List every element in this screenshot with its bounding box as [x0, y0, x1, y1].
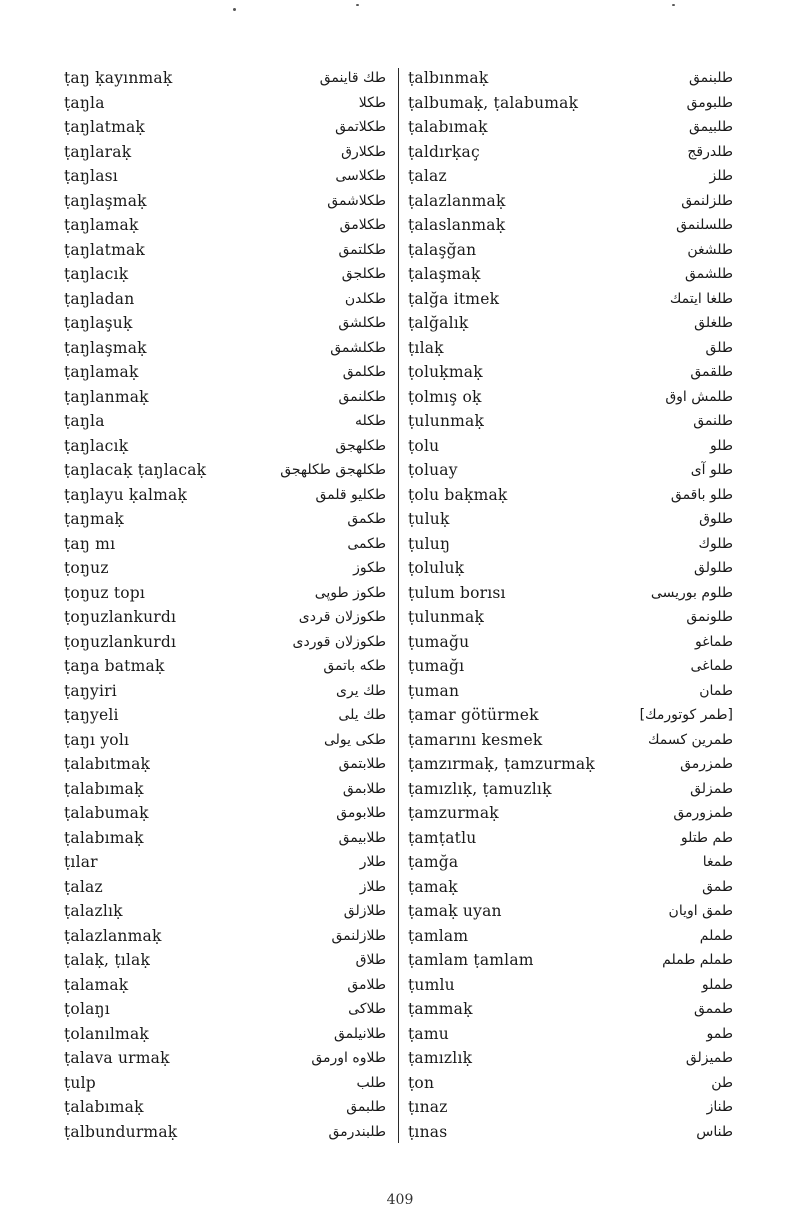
- entry-transliteration: ṭamu: [408, 1024, 449, 1043]
- entry-transliteration: ṭalbınmaḳ: [408, 69, 489, 87]
- entry-transliteration: ṭoluluḳ: [408, 559, 465, 577]
- entry-transliteration: ṭamar götürmek: [408, 706, 539, 724]
- dictionary-entry: [408, 189, 733, 214]
- dictionary-entry: [408, 654, 733, 679]
- entry-transliteration: ṭalazlanmaḳ: [64, 926, 162, 945]
- left-column: [64, 66, 394, 1144]
- dictionary-entry: [64, 1120, 394, 1145]
- entry-arabic-script: طلامق: [347, 976, 386, 993]
- entry-arabic-script: طماغو: [694, 633, 733, 650]
- dictionary-entry: [408, 262, 733, 287]
- entry-arabic-script: [طمر كوتورمك]: [639, 707, 733, 723]
- entry-arabic-script: طكمق: [347, 511, 386, 527]
- entry-arabic-script: طلسلنمق: [676, 217, 733, 233]
- entry-transliteration: ṭaŋla: [64, 412, 105, 430]
- entry-transliteration: ṭaŋmaḳ: [64, 510, 124, 528]
- entry-transliteration: ṭalabıtmaḳ: [64, 755, 151, 773]
- entry-arabic-script: طكلتمق: [338, 241, 386, 258]
- entry-transliteration: ṭamzırmaḳ, ṭamzurmaḳ: [408, 755, 595, 773]
- dictionary-entry: [64, 973, 394, 998]
- entry-arabic-script: طمرين كسمك: [647, 731, 733, 748]
- entry-transliteration: ṭamızlıḳ: [408, 1049, 473, 1067]
- entry-arabic-script: طكلهجق: [335, 437, 386, 454]
- entry-transliteration: ṭalamaḳ: [64, 975, 129, 994]
- entry-arabic-script: طلبيمق: [689, 119, 733, 135]
- entry-arabic-script: طن: [711, 1074, 733, 1091]
- entry-transliteration: ṭaŋla: [64, 93, 105, 112]
- dictionary-entry: [64, 262, 394, 287]
- entry-transliteration: ṭammaḳ: [408, 1000, 473, 1018]
- dictionary-entry: [408, 115, 733, 140]
- entry-arabic-script: طلو باقمق: [670, 486, 733, 503]
- dictionary-entry: [408, 826, 733, 851]
- dictionary-entry: [64, 189, 394, 214]
- dictionary-entry: [408, 91, 733, 116]
- entry-arabic-script: طكلجق: [341, 266, 386, 282]
- dictionary-entry: [64, 728, 394, 753]
- entry-transliteration: ṭumağı: [408, 657, 465, 675]
- dictionary-entry: [64, 1071, 394, 1096]
- dictionary-entry: [408, 777, 733, 802]
- entry-transliteration: ṭaŋlacıḳ: [64, 265, 129, 283]
- entry-arabic-script: طمزورمق: [673, 805, 733, 821]
- entry-transliteration: ṭaŋlacıḳ: [64, 436, 129, 455]
- entry-arabic-script: طكوزلان قردى: [298, 609, 386, 625]
- entry-arabic-script: طكوزلان قوردى: [292, 633, 386, 650]
- dictionary-entry: [64, 91, 394, 116]
- entry-transliteration: ṭoŋuzlankurdı: [64, 608, 177, 626]
- dictionary-entry: [64, 752, 394, 777]
- entry-arabic-script: طلمش اوق: [665, 388, 733, 405]
- entry-arabic-script: طكلمق: [342, 364, 386, 380]
- entry-transliteration: ṭamzurmaḳ: [408, 804, 499, 822]
- entry-transliteration: ṭaŋlamaḳ: [64, 216, 139, 234]
- entry-arabic-script: طك يلى: [338, 707, 386, 723]
- dictionary-entry: [64, 630, 394, 655]
- entry-arabic-script: طممق: [693, 1001, 733, 1017]
- entry-transliteration: ṭamlam: [408, 926, 469, 945]
- entry-transliteration: ṭaŋyeli: [64, 706, 119, 724]
- column-divider: [398, 68, 399, 1143]
- entry-transliteration: ṭalaḳ, ṭılaḳ: [64, 951, 151, 969]
- dictionary-entry: [64, 581, 394, 606]
- entry-transliteration: ṭaŋlası: [64, 167, 118, 185]
- scan-speck: [233, 8, 236, 11]
- entry-transliteration: ṭolu: [408, 436, 440, 455]
- entry-transliteration: ṭalaşmaḳ: [408, 265, 481, 283]
- entry-arabic-script: طملو: [701, 976, 733, 993]
- dictionary-entry: [408, 1022, 733, 1047]
- entry-arabic-script: طلار: [359, 854, 386, 870]
- entry-transliteration: ṭon: [408, 1073, 435, 1092]
- entry-arabic-script: طلازلنمق: [331, 927, 386, 944]
- entry-transliteration: ṭınas: [408, 1122, 448, 1141]
- entry-transliteration: ṭalbumaḳ, ṭalabumaḳ: [408, 93, 579, 112]
- entry-transliteration: ṭaŋlamaḳ: [64, 363, 139, 381]
- entry-transliteration: ṭuman: [408, 681, 460, 700]
- entry-transliteration: ṭalabımaḳ: [64, 779, 144, 798]
- dictionary-entry: [64, 777, 394, 802]
- entry-arabic-script: طكلامق: [339, 217, 386, 233]
- dictionary-entry: [64, 801, 394, 826]
- entry-transliteration: ṭaŋlaşmaḳ: [64, 191, 147, 210]
- entry-arabic-script: طلبمق: [346, 1099, 386, 1115]
- entry-transliteration: ṭalğa itmek: [408, 289, 500, 308]
- dictionary-entry: [64, 287, 394, 312]
- dictionary-entry: [408, 1120, 733, 1145]
- entry-transliteration: ṭalabumaḳ: [64, 804, 149, 822]
- entry-transliteration: ṭaŋlacaḳ ṭaŋlacaḳ: [64, 461, 207, 479]
- entry-transliteration: ṭalğalıḳ: [408, 314, 469, 332]
- entry-arabic-script: طمق: [702, 878, 733, 895]
- entry-transliteration: ṭalabımaḳ: [408, 118, 488, 136]
- entry-transliteration: ṭamğa: [408, 853, 459, 871]
- entry-arabic-script: طكله: [354, 413, 386, 429]
- entry-transliteration: ṭaŋlanmaḳ: [64, 387, 149, 406]
- entry-arabic-script: طمق اويان: [668, 903, 733, 919]
- entry-arabic-script: طلوم بوريسى: [650, 584, 733, 601]
- entry-arabic-script: طلو: [709, 437, 733, 454]
- entry-transliteration: ṭalaz: [408, 167, 447, 185]
- dictionary-entry: [64, 1022, 394, 1047]
- dictionary-entry: [408, 1095, 733, 1120]
- dictionary-entry: [64, 1046, 394, 1071]
- entry-arabic-script: طلازلق: [343, 903, 386, 919]
- entry-transliteration: ṭaŋlaşuḳ: [64, 314, 133, 332]
- entry-arabic-script: طلقمق: [690, 364, 733, 380]
- entry-transliteration: ṭamlam ṭamlam: [408, 951, 534, 969]
- entry-arabic-script: طكلشمق: [330, 339, 386, 356]
- dictionary-entry: [408, 385, 733, 410]
- dictionary-entry: [408, 238, 733, 263]
- dictionary-entry: [408, 630, 733, 655]
- dictionary-entry: [64, 875, 394, 900]
- entry-arabic-script: طكلدن: [344, 290, 386, 307]
- page-number: 409: [386, 1192, 414, 1208]
- dictionary-entry: [64, 66, 394, 91]
- entry-transliteration: ṭalazlanmaḳ: [408, 191, 506, 210]
- entry-arabic-script: طلولق: [694, 560, 733, 576]
- dictionary-entry: [64, 679, 394, 704]
- entry-arabic-script: طلانيلمق: [333, 1025, 386, 1042]
- entry-transliteration: ṭulp: [64, 1073, 96, 1092]
- dictionary-entry: [64, 654, 394, 679]
- entry-arabic-script: طملم طملم: [662, 952, 733, 968]
- entry-arabic-script: طلاق: [355, 952, 386, 968]
- entry-arabic-script: طلبندرمق: [328, 1123, 386, 1140]
- dictionary-entry: [408, 409, 733, 434]
- entry-arabic-script: طكلهجق طكلهجق: [280, 462, 386, 478]
- entry-arabic-script: طلشغن: [687, 241, 733, 258]
- scan-speck: [672, 4, 675, 6]
- dictionary-entry: [408, 752, 733, 777]
- entry-transliteration: ṭaldırḳaç: [408, 142, 480, 161]
- dictionary-entry: [64, 385, 394, 410]
- dictionary-entry: [64, 213, 394, 238]
- entry-arabic-script: طلب: [356, 1074, 386, 1091]
- dictionary-entry: [64, 948, 394, 973]
- entry-arabic-script: طلاكى: [348, 1001, 386, 1017]
- dictionary-entry: [64, 556, 394, 581]
- entry-arabic-script: طلبومق: [686, 94, 733, 111]
- entry-arabic-script: طلوق: [699, 511, 733, 527]
- entry-transliteration: ṭalaslanmaḳ: [408, 216, 506, 234]
- entry-transliteration: ṭaŋ ḳayınmaḳ: [64, 69, 173, 87]
- dictionary-entry: [408, 336, 733, 361]
- entry-arabic-script: طلشمق: [684, 266, 733, 282]
- entry-transliteration: ṭumağu: [408, 632, 470, 651]
- entry-transliteration: ṭaŋlaraḳ: [64, 142, 132, 161]
- entry-transliteration: ṭaŋa batmaḳ: [64, 657, 165, 675]
- entry-arabic-script: طك يرى: [336, 682, 386, 699]
- dictionary-entry: [408, 1046, 733, 1071]
- entry-arabic-script: طميزلق: [685, 1050, 733, 1066]
- dictionary-entry: [64, 336, 394, 361]
- entry-transliteration: ṭaŋlayu ḳalmaḳ: [64, 485, 188, 504]
- dictionary-entry: [408, 556, 733, 581]
- dictionary-entry: [64, 997, 394, 1022]
- dictionary-entry: [64, 483, 394, 508]
- entry-transliteration: ṭaŋyiri: [64, 681, 117, 700]
- entry-transliteration: ṭoŋuzlankurdı: [64, 632, 177, 651]
- entry-arabic-script: طكلاشمق: [327, 192, 386, 209]
- dictionary-entry: [64, 703, 394, 728]
- dictionary-entry: [408, 140, 733, 165]
- dictionary-entry: [408, 801, 733, 826]
- entry-arabic-script: طكه باتمق: [323, 658, 386, 674]
- dictionary-entry: [64, 311, 394, 336]
- entry-arabic-script: طناز: [706, 1099, 733, 1115]
- dictionary-entry: [64, 899, 394, 924]
- entry-arabic-script: طمو: [706, 1025, 733, 1042]
- entry-arabic-script: طلونمق: [686, 609, 733, 625]
- entry-transliteration: ṭamaḳ: [408, 877, 458, 896]
- dictionary-entry: [64, 924, 394, 949]
- entry-arabic-script: طلابمق: [342, 780, 386, 797]
- dictionary-entry: [64, 605, 394, 630]
- dictionary-entry: [408, 679, 733, 704]
- entry-transliteration: ṭalazlıḳ: [64, 902, 123, 920]
- entry-arabic-script: طكوز: [353, 560, 386, 576]
- dictionary-entry: [64, 850, 394, 875]
- entry-transliteration: ṭalbundurmaḳ: [64, 1122, 178, 1141]
- dictionary-entry: [64, 532, 394, 557]
- entry-arabic-script: طكلارق: [341, 143, 386, 160]
- dictionary-entry: [408, 360, 733, 385]
- entry-arabic-script: طلاز: [359, 878, 386, 895]
- entry-transliteration: ṭamızlıḳ, ṭamuzlıḳ: [408, 779, 552, 798]
- dictionary-entry: [408, 66, 733, 91]
- dictionary-entry: [408, 164, 733, 189]
- entry-transliteration: ṭaŋlatmak: [64, 240, 146, 259]
- dictionary-entry: [408, 997, 733, 1022]
- dictionary-entry: [408, 973, 733, 998]
- entry-transliteration: ṭolmış oḳ: [408, 387, 482, 406]
- entry-transliteration: ṭulunmaḳ: [408, 608, 485, 626]
- entry-arabic-script: طناس: [696, 1123, 733, 1140]
- entry-transliteration: ṭalaz: [64, 877, 103, 896]
- entry-transliteration: ṭınaz: [408, 1098, 448, 1116]
- entry-transliteration: ṭoŋuz: [64, 559, 109, 577]
- dictionary-entry: [408, 434, 733, 459]
- dictionary-entry: [408, 899, 733, 924]
- entry-arabic-script: طملم: [699, 927, 733, 944]
- entry-arabic-script: طلاوه اورمق: [311, 1050, 386, 1066]
- entry-transliteration: ṭamaḳ uyan: [408, 902, 502, 920]
- dictionary-entry: [408, 213, 733, 238]
- entry-transliteration: ṭaŋlatmaḳ: [64, 118, 146, 136]
- entry-arabic-script: طكليو قلمق: [315, 486, 386, 503]
- dictionary-entry: [408, 507, 733, 532]
- entry-transliteration: ṭalaşğan: [408, 240, 477, 259]
- scan-speck: [356, 4, 359, 6]
- entry-arabic-script: طم طتلو: [680, 829, 733, 846]
- entry-transliteration: ṭalabımaḳ: [64, 828, 144, 847]
- entry-arabic-script: طكلا: [358, 94, 386, 111]
- entry-transliteration: ṭuluḳ: [408, 510, 450, 528]
- entry-arabic-script: طمغا: [702, 854, 733, 870]
- entry-arabic-script: طلبنمق: [689, 70, 733, 86]
- dictionary-entry: [408, 924, 733, 949]
- dictionary-entry: [64, 458, 394, 483]
- entry-transliteration: ṭoluḳmaḳ: [408, 363, 483, 381]
- entry-arabic-script: طكوز طوپى: [314, 584, 386, 601]
- entry-arabic-script: طكلاسى: [335, 168, 386, 184]
- entry-transliteration: ṭılar: [64, 853, 98, 871]
- entry-arabic-script: طلز: [709, 168, 733, 184]
- dictionary-entry: [64, 409, 394, 434]
- entry-arabic-script: طلق: [705, 339, 733, 356]
- entry-arabic-script: طلزلنمق: [681, 192, 733, 209]
- dictionary-entry: [408, 483, 733, 508]
- dictionary-entry: [408, 703, 733, 728]
- dictionary-entry: [64, 164, 394, 189]
- entry-transliteration: ṭoŋuz topı: [64, 583, 146, 602]
- dictionary-entry: [64, 434, 394, 459]
- dictionary-entry: [64, 140, 394, 165]
- entry-transliteration: ṭaŋlaşmaḳ: [64, 338, 147, 357]
- entry-transliteration: ṭalabımaḳ: [64, 1098, 144, 1116]
- dictionary-entry: [408, 948, 733, 973]
- entry-transliteration: ṭamarını kesmek: [408, 730, 543, 749]
- entry-arabic-script: طلابتمق: [338, 756, 386, 772]
- dictionary-entry: [408, 728, 733, 753]
- entry-transliteration: ṭolaŋı: [64, 1000, 110, 1018]
- dictionary-entry: [408, 458, 733, 483]
- dictionary-entry: [64, 826, 394, 851]
- dictionary-entry: [64, 360, 394, 385]
- entry-arabic-script: طلدرقج: [687, 143, 733, 160]
- entry-arabic-script: طكلشق: [338, 315, 386, 331]
- entry-transliteration: ṭolanılmaḳ: [64, 1024, 149, 1043]
- entry-arabic-script: طلغلق: [694, 315, 733, 331]
- entry-arabic-script: طلغا ايتمك: [669, 290, 733, 307]
- entry-transliteration: ṭamṭatlu: [408, 828, 477, 847]
- entry-transliteration: ṭoluay: [408, 461, 458, 479]
- dictionary-entry: [64, 1095, 394, 1120]
- entry-arabic-script: طلابومق: [336, 805, 386, 821]
- entry-arabic-script: طلو آى: [690, 462, 733, 478]
- entry-arabic-script: طلوك: [698, 535, 733, 552]
- entry-arabic-script: طماغى: [690, 658, 733, 674]
- dictionary-entry: [408, 875, 733, 900]
- dictionary-entry: [64, 238, 394, 263]
- right-column: [408, 66, 733, 1144]
- dictionary-entry: [408, 311, 733, 336]
- entry-arabic-script: طكمى: [347, 535, 386, 552]
- dictionary-entry: [408, 1071, 733, 1096]
- entry-arabic-script: طلنمق: [693, 413, 733, 429]
- entry-arabic-script: طمزلق: [690, 780, 733, 797]
- entry-transliteration: ṭulunmaḳ: [408, 412, 485, 430]
- entry-arabic-script: طكلنمق: [338, 388, 386, 405]
- entry-transliteration: ṭaŋı yolı: [64, 730, 130, 749]
- entry-transliteration: ṭaŋ mı: [64, 534, 116, 553]
- entry-arabic-script: طمزرمق: [680, 756, 733, 772]
- entry-transliteration: ṭulum borısı: [408, 583, 506, 602]
- entry-transliteration: ṭolu baḳmaḳ: [408, 485, 508, 504]
- dictionary-entry: [64, 115, 394, 140]
- entry-arabic-script: طك قاينمق: [319, 70, 386, 86]
- entry-arabic-script: طكلاتمق: [335, 119, 386, 135]
- dictionary-entry: [408, 532, 733, 557]
- entry-arabic-script: طمان: [699, 682, 733, 699]
- dictionary-entry: [408, 850, 733, 875]
- entry-transliteration: ṭuluŋ: [408, 534, 451, 553]
- entry-transliteration: ṭaŋladan: [64, 289, 135, 308]
- entry-arabic-script: طكى يولى: [323, 731, 386, 748]
- dictionary-entry: [408, 605, 733, 630]
- entry-arabic-script: طلابيمق: [338, 829, 386, 846]
- dictionary-entry: [64, 507, 394, 532]
- entry-transliteration: ṭumlu: [408, 975, 455, 994]
- dictionary-entry: [408, 287, 733, 312]
- entry-transliteration: ṭılaḳ: [408, 338, 444, 357]
- entry-transliteration: ṭalava urmaḳ: [64, 1049, 170, 1067]
- dictionary-entry: [408, 581, 733, 606]
